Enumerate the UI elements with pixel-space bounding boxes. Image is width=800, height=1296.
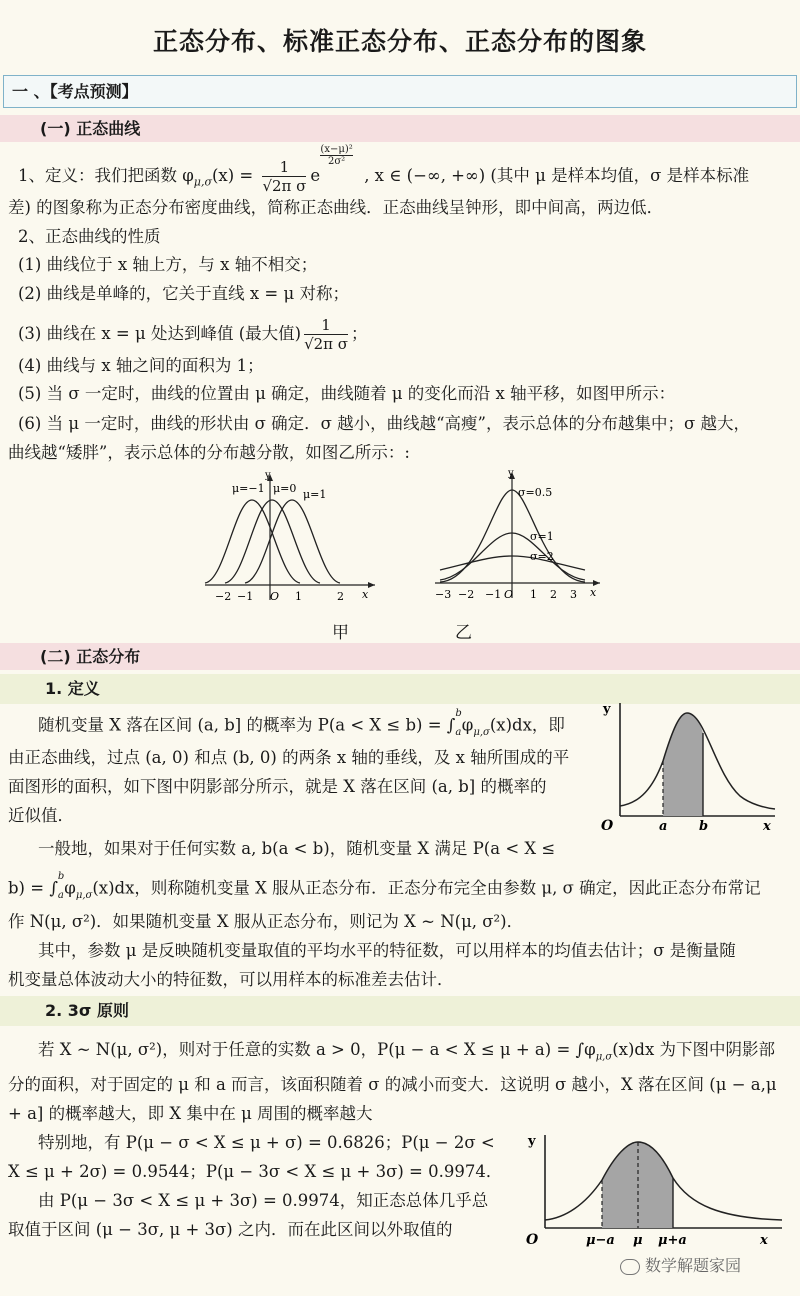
rule-line-7: 取值于区间 (μ − 3σ, μ + 3σ) 之内．而在此区间以外取值的 [8, 1220, 453, 1239]
property-6b: 曲线越“矮胖”，表示总体的分布越分散，如图乙所示：: [8, 443, 410, 462]
rule-line-6: 由 P(μ − 3σ < X ≤ μ + 3σ) = 0.9974，知正态总体几乎总 [38, 1191, 489, 1210]
property-6a: (6) 当 μ 一定时，曲线的形状由 σ 确定．σ 越小，曲线越“高瘦”，表示总体的分布越集中；σ 越大， [18, 414, 750, 433]
def-sub: μ,σ [193, 175, 212, 189]
figure-mu-a [520, 1130, 785, 1255]
wechat-icon [620, 1259, 640, 1275]
svg-text:μ+a: μ+a [658, 1233, 687, 1248]
label-mu-0: μ=0 [273, 482, 297, 495]
figure-interval-ab [595, 698, 780, 838]
svg-text:b: b [699, 819, 709, 834]
svg-text:x: x [760, 1233, 768, 1248]
svg-text:−1: −1 [485, 588, 502, 601]
svg-text:y: y [603, 702, 611, 717]
definition-subheading: 1. 定义 [0, 674, 800, 704]
figure-jia-caption: 甲 [332, 623, 349, 643]
label-mu-neg1: μ=−1 [232, 482, 265, 495]
label-sigma-1: σ=1 [530, 530, 554, 543]
svg-text:O: O [504, 588, 514, 601]
svg-text:−2: −2 [458, 588, 475, 601]
label-sigma-05: σ=0.5 [518, 486, 553, 499]
svg-text:y: y [528, 1134, 536, 1149]
svg-text:2: 2 [550, 588, 557, 601]
rule-line-3: + a] 的概率越大，即 X 集中在 μ 周围的概率越大 [8, 1104, 373, 1123]
rule-line-5: X ≤ μ + 2σ) = 0.9544；P(μ − 3σ < X ≤ μ + 3σ) = 0.9974． [8, 1162, 503, 1181]
def-text-c: , x ∈ (−∞, +∞) (其中 μ 是样本均值，σ 是样本标准 [364, 166, 750, 185]
svg-text:μ−a: μ−a [586, 1233, 615, 1248]
svg-text:x: x [362, 588, 369, 601]
def2-line-4: 近似值． [8, 806, 74, 825]
def-text-b: (x) = [211, 166, 259, 185]
def2-line-2: 由正态曲线，过点 (a, 0) 和点 (b, 0) 的两条 x 轴的垂线，及 x 轴所围成的平 [8, 748, 570, 767]
svg-text:μ: μ [633, 1233, 643, 1248]
def2-line-1: 随机变量 X 落在区间 (a, b] 的概率为 $P(a < X \le b) = \int_a^b\varphi_{\mu,\sigma}(x)dx$，即 [38, 708, 565, 738]
svg-text:O: O [270, 590, 280, 603]
part1-heading: (一) 正态曲线 [40, 119, 141, 138]
watermark: 数学解题家园 [620, 1253, 741, 1276]
figure-yi-caption: 乙 [455, 623, 472, 643]
svg-text:O: O [601, 818, 614, 834]
definition-line: 1、定义：我们把函数 $\varphi_{\mu,\sigma}(x)$ = $\frac{1}{\text{√2π σ}}$ e (x−μ)² 2σ² , x ∈ (−∞, +∞) (其中 μ 是样本均值，σ 是样本标准 [18, 144, 750, 195]
svg-text:x: x [590, 586, 597, 599]
svg-text:1: 1 [530, 588, 537, 601]
density-fraction: $\frac{1}{\text{√2π σ}}$ [262, 158, 307, 195]
property-3: (3) 曲线在 x = μ 处达到峰值 (最大值) $\frac{1}{\text{√2π σ}}$ ； [18, 316, 368, 353]
part2-band [0, 643, 800, 670]
def2-line-3: 面图形的面积，如下图中阴影部分所示，就是 X 落在区间 (a, b] 的概率的 [8, 777, 547, 796]
svg-text:a: a [659, 819, 668, 834]
svg-text:y: y [508, 468, 514, 479]
property-1: (1) 曲线位于 x 轴上方，与 x 轴不相交； [18, 255, 318, 274]
figure-yi [430, 468, 605, 608]
label-mu-1: μ=1 [303, 488, 327, 501]
def2-line-7: 作 N(μ, σ²)．如果随机变量 X 服从正态分布，则记为 X ~ N(μ, σ²)． [8, 912, 524, 931]
property-5: (5) 当 σ 一定时，曲线的位置由 μ 确定，曲线随着 μ 的变化而沿 x 轴平移，如图甲所示： [18, 384, 676, 403]
svg-text:y: y [265, 470, 271, 481]
svg-text:−3: −3 [435, 588, 452, 601]
svg-text:1: 1 [295, 590, 302, 603]
svg-text:3: 3 [570, 588, 577, 601]
figure-jia [200, 470, 380, 610]
page-title: 正态分布、标准正态分布、正态分布的图象 [152, 27, 647, 56]
property-2: (2) 曲线是单峰的，它关于直线 x = μ 对称； [18, 284, 349, 303]
prop-heading: 2、正态曲线的性质 [18, 227, 161, 246]
three-sigma-subheading: 2. 3σ 原则 [0, 996, 800, 1026]
def-text-a: 1、定义：我们把函数 φ [18, 166, 194, 185]
part1-band [0, 115, 800, 142]
def2-line-8: 其中，参数 μ 是反映随机变量取值的平均水平的特征数，可以用样本的均值去估计；σ 是衡量随 [38, 941, 736, 960]
def2-line-6: $b) = \int_a^b\varphi_{\mu,\sigma}(x)dx$，则称随机变量 X 服从正态分布．正态分布完全由参数 μ, σ 确定，因此正态分布常记 [8, 871, 761, 901]
svg-text:x: x [763, 819, 771, 834]
def2-line-5: 一般地，如果对于任何实数 a, b(a < b)，随机变量 X 满足 P(a < X ≤ [38, 839, 556, 858]
exponent: (x−μ)² 2σ² [320, 144, 353, 167]
def2-line-9: 机变量总体波动大小的特征数，可以用样本的标准差去估计． [8, 970, 454, 989]
label-sigma-2: σ=2 [530, 550, 554, 563]
svg-text:2: 2 [337, 590, 344, 603]
section-heading: 一 、【考点预测】 [3, 75, 797, 108]
part2-heading: (二) 正态分布 [40, 647, 141, 666]
def-line-2: 差) 的图象称为正态分布密度曲线，简称正态曲线．正态曲线呈钟形，即中间高，两边低． [8, 198, 664, 217]
svg-text:−2: −2 [215, 590, 232, 603]
rule-line-1: 若 X ~ N(μ, σ²)，则对于任意的实数 a > 0，$P(\mu - a < X \le \mu + a) = \int\varphi_{\mu,\sigma}(x)dx$ 为下图中阴影部 [38, 1040, 775, 1063]
svg-text:−1: −1 [237, 590, 254, 603]
property-4: (4) 曲线与 x 轴之间的面积为 1； [18, 356, 264, 375]
rule-line-2: 分的面积，对于固定的 μ 和 a 而言，该面积随着 σ 的减小而变大．这说明 σ 越小，X 落在区间 (μ − a,μ [8, 1075, 777, 1094]
svg-text:O: O [526, 1232, 539, 1248]
rule-line-4: 特别地，有 P(μ − σ < X ≤ μ + σ) = 0.6826；P(μ − 2σ < [38, 1133, 495, 1152]
